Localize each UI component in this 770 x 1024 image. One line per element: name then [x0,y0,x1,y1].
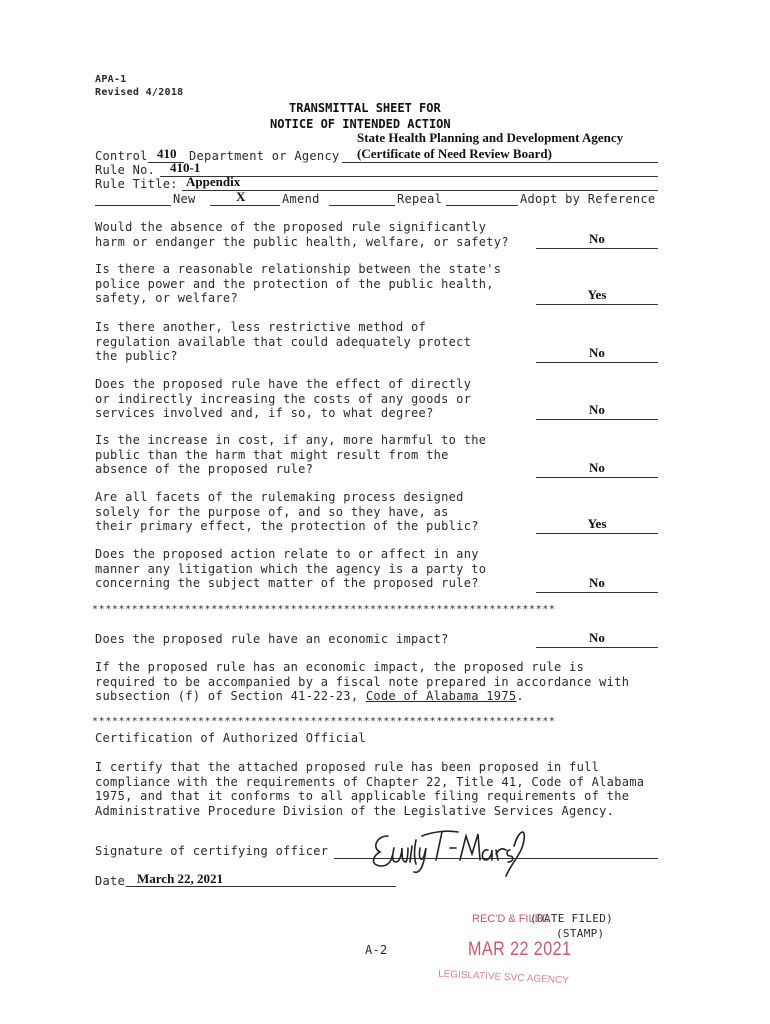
economic-note [95,660,655,704]
date-label: Date [95,874,126,888]
separator-2: ********************************************************************** [92,716,556,727]
question-4: Does the proposed rule have the effect of directly or indirectly increasing the costs of any goods or services involved and, if so, to what degree? [95,377,472,420]
signature-label: Signature of certifying officer [95,844,329,858]
title-line-2: NOTICE OF INTENDED ACTION [270,117,451,131]
form-revised: Revised 4/2018 [95,87,184,98]
recd-stamp: REC'D & FILED [472,913,550,925]
adopt-blank [446,205,518,206]
action-adopt: Adopt by Reference [520,192,656,206]
question-2: Is there a reasonable relationship between the state's police power and the protection of the public health, safety, or welfare? [95,262,502,305]
title-line-1: TRANSMITTAL SHEET FOR [289,101,441,115]
date-underline [126,886,396,887]
answer-6[interactable]: Yes [536,516,658,534]
agency-name: State Health Planning and Development Agency [357,130,624,145]
agency-stamp: LEGISLATIVE SVC AGENCY [437,968,570,987]
page-number: A-2 [365,943,388,957]
department-value[interactable]: (Certificate of Need Review Board) [357,146,552,161]
department-label: Department or Agency [189,149,340,163]
question-6: Are all facets of the rulemaking process designed solely for the purpose of, and so they have, as their primary effect, the protection of the public? [95,490,479,533]
amend-blank [210,205,280,206]
certification-text: I certify that the attached proposed rule has been proposed in full compliance with the requirements of Chapter 22, Title 41, Code of Alabama 1975, and that it conforms to all applicable filing requirements of the Administrative Procedure Division of the Legislative Services Agency. [95,760,645,818]
control-label: Control [95,149,148,163]
answer-7[interactable]: No [536,575,658,593]
department-underline [342,162,658,163]
rule-title-underline [182,190,658,191]
question-7: Does the proposed action relate to or affect in any manner any litigation which the agency is a party to concerning the subject matter of the proposed rule? [95,547,487,590]
rule-no-value[interactable]: 410-1 [170,160,201,175]
economic-note-text: If the proposed rule has an economic impact, the proposed rule is required to be accompanied by a fiscal note prepared in accordance with subsection (f) of Section 41-22-23, [95,660,630,703]
repeal-blank [329,205,395,206]
rule-no-label: Rule No. [95,163,156,177]
date-filed-label: (DATE FILED) [530,912,614,925]
answer-1[interactable]: No [536,231,658,249]
code-reference: Code of Alabama 1975 [365,689,517,703]
signature-image [362,826,532,878]
economic-question: Does the proposed rule have an economic impact? [95,632,449,646]
new-blank [95,205,171,206]
question-5: Is the increase in cost, if any, more harmful to the public than the harm that might result from the absence of the proposed rule? [95,433,487,476]
question-3: Is there another, less restrictive method of regulation available that could adequately protect the public? [95,320,472,363]
control-value[interactable]: 410 [157,146,177,161]
action-new: New [173,192,196,206]
stamp-label: (STAMP) [556,927,605,940]
date-value[interactable]: March 22, 2021 [137,871,224,886]
answer-3[interactable]: No [536,345,658,363]
rule-title-label: Rule Title: [95,177,178,191]
answer-5[interactable]: No [536,460,658,478]
economic-note-end: . [516,689,524,703]
question-1: Would the absence of the proposed rule significantly harm or endanger the public health, welfare, or safety? [95,220,509,249]
form-code: APA-1 [95,74,127,85]
rule-title-value[interactable]: Appendix [186,174,241,189]
answer-2[interactable]: Yes [536,287,658,305]
certification-heading: Certification of Authorized Official [95,731,366,745]
action-new-mark[interactable]: X [236,189,246,204]
economic-answer[interactable]: No [536,630,658,648]
action-repeal: Repeal [397,192,443,206]
date-stamp: MAR 22 2021 [468,939,572,960]
separator-1: ********************************************************************** [92,604,556,615]
action-amend: Amend [282,192,320,206]
answer-4[interactable]: No [536,402,658,420]
